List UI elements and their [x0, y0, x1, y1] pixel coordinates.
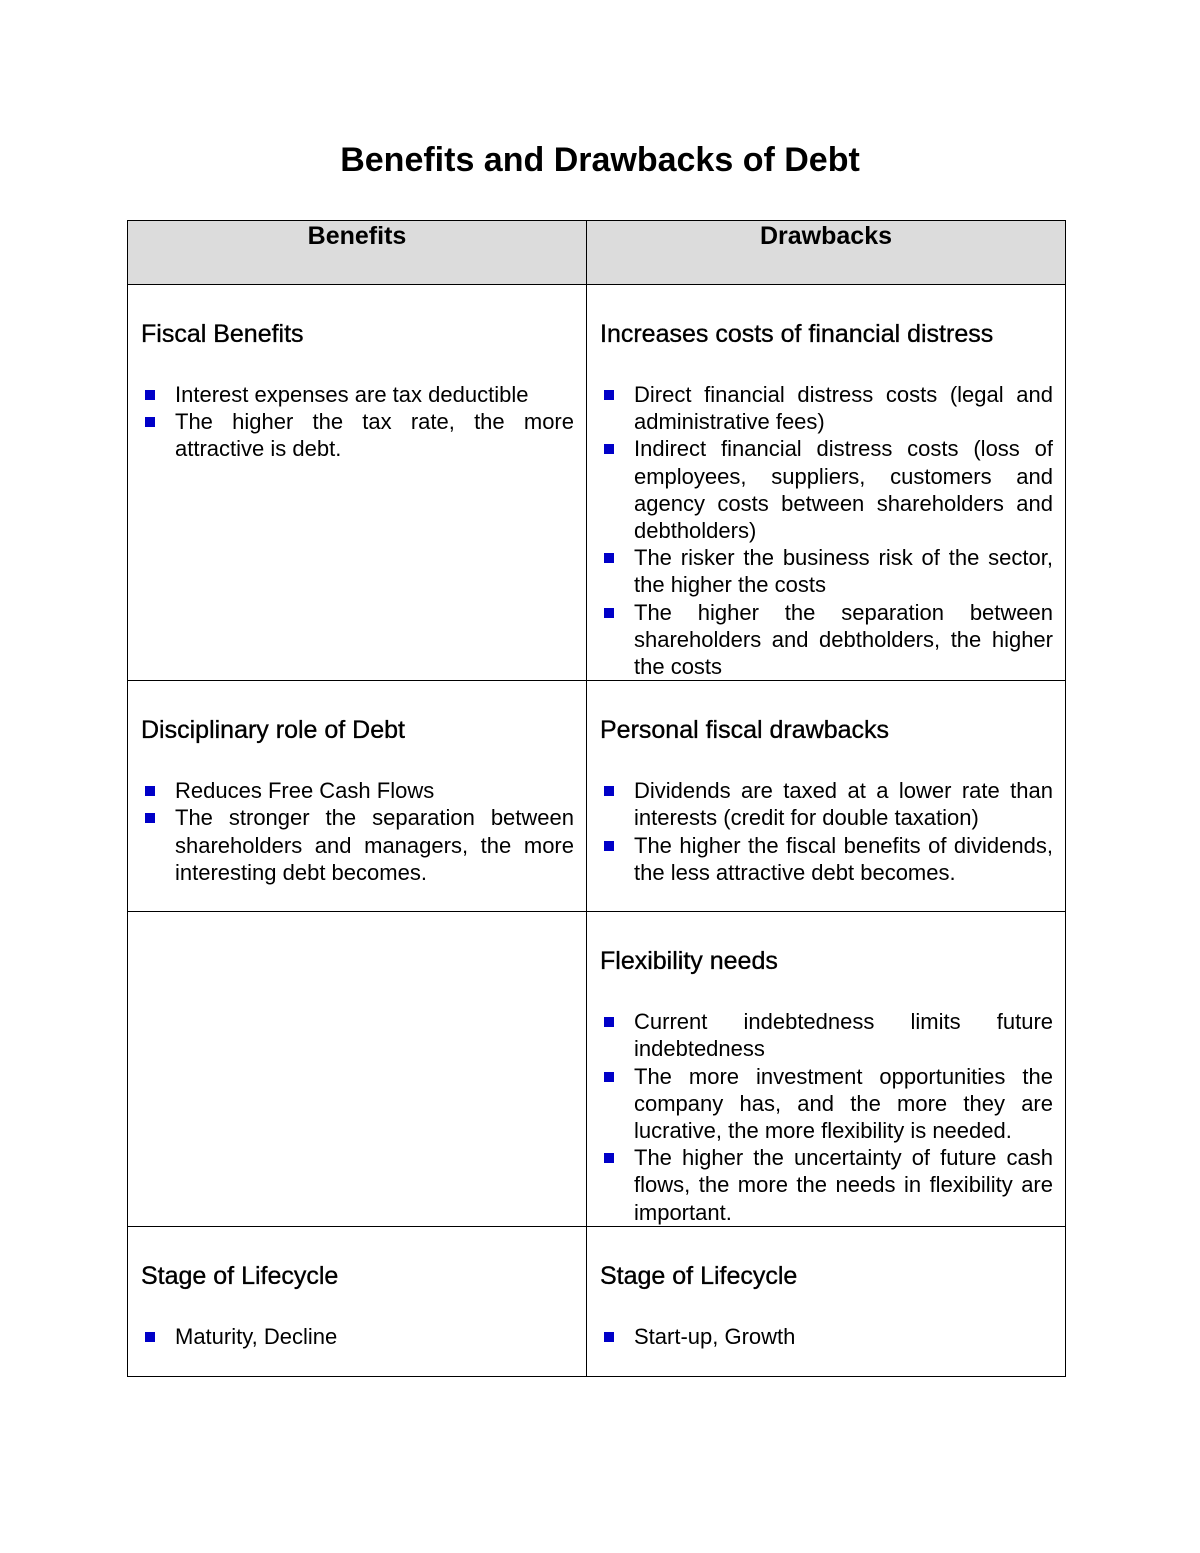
bullet-list — [600, 1008, 1053, 1226]
list-item-text: Start-up, Growth — [634, 1323, 796, 1349]
list-item-text: The higher the tax rate, the more attractive is debt. — [175, 409, 574, 462]
bullet-list — [600, 1323, 1053, 1350]
list-item-text: The more investment opportunities the company has, and the more they are lucrative, the more flexibility is needed. — [634, 1063, 1053, 1144]
square-bullet-icon — [145, 813, 155, 823]
square-bullet-icon — [604, 1017, 614, 1027]
square-bullet-icon — [145, 390, 155, 400]
benefit-heading: Stage of Lifecycle — [141, 1261, 339, 1290]
drawback-heading: Flexibility needs — [600, 947, 778, 976]
benefit-heading: Disciplinary role of Debt — [141, 716, 405, 745]
drawback-cell — [587, 1226, 1066, 1376]
list-item-text: Indirect financial distress costs (loss of employees, suppliers, customers and agency costs between shareholders and debtholders) — [634, 436, 1053, 544]
list-item — [600, 1008, 1053, 1062]
list-item — [141, 777, 574, 804]
bullet-list — [600, 777, 1053, 886]
list-item — [600, 1063, 1053, 1145]
square-bullet-icon — [604, 553, 614, 563]
list-item — [141, 1323, 574, 1350]
list-item — [600, 832, 1053, 886]
drawback-heading: Increases costs of financial distress — [600, 320, 994, 348]
benefit-cell-empty — [128, 912, 587, 1227]
list-item — [141, 381, 574, 408]
bullet-list — [600, 381, 1053, 680]
table-header-row — [128, 221, 1066, 285]
drawback-heading: Personal fiscal drawbacks — [600, 716, 890, 745]
list-item-text: Current indebtedness limits future indebtedness — [634, 1009, 1053, 1062]
benefit-cell — [128, 681, 587, 912]
square-bullet-icon — [145, 1332, 155, 1342]
column-header-drawbacks: Drawbacks — [587, 221, 1066, 285]
list-item — [600, 544, 1053, 598]
square-bullet-icon — [145, 417, 155, 427]
benefit-cell — [128, 1226, 587, 1376]
drawback-cell — [587, 285, 1066, 681]
list-item-text: Interest expenses are tax deductible — [175, 382, 529, 407]
list-item-text: Reduces Free Cash Flows — [175, 778, 435, 804]
drawback-cell — [587, 681, 1066, 912]
table-row — [128, 681, 1066, 912]
list-item-text: The stronger the separation between shareholders and managers, the more interesting debt becomes. — [175, 805, 574, 885]
list-item-text: Direct financial distress costs (legal and administrative fees) — [634, 382, 1053, 435]
list-item — [600, 777, 1053, 831]
square-bullet-icon — [604, 1153, 614, 1163]
list-item-text: The risker the business risk of the sector, the higher the costs — [634, 545, 1053, 598]
benefits-drawbacks-table — [127, 220, 1066, 1377]
table-row — [128, 285, 1066, 681]
table-row — [128, 912, 1066, 1227]
list-item-text: Maturity, Decline — [175, 1323, 338, 1349]
square-bullet-icon — [604, 841, 614, 851]
list-item — [600, 435, 1053, 544]
square-bullet-icon — [604, 1332, 614, 1342]
benefit-heading: Fiscal Benefits — [141, 320, 304, 348]
benefit-cell — [128, 285, 587, 681]
list-item-text: The higher the separation between shareholders and debtholders, the higher the costs — [634, 599, 1053, 680]
square-bullet-icon — [604, 390, 614, 400]
square-bullet-icon — [604, 444, 614, 454]
page-title: Benefits and Drawbacks of Debt — [340, 141, 860, 179]
drawback-heading: Stage of Lifecycle — [600, 1261, 798, 1290]
square-bullet-icon — [145, 786, 155, 796]
list-item — [600, 381, 1053, 435]
square-bullet-icon — [604, 1072, 614, 1082]
list-item — [600, 599, 1053, 681]
list-item-text: The higher the uncertainty of future cash flows, the more the needs in flexibility are important. — [634, 1145, 1053, 1225]
list-item — [600, 1323, 1053, 1350]
bullet-list — [141, 777, 574, 886]
list-item — [600, 1144, 1053, 1226]
list-item-text: Dividends are taxed at a lower rate than interests (credit for double taxation) — [634, 778, 1053, 831]
bullet-list — [141, 381, 574, 463]
square-bullet-icon — [604, 608, 614, 618]
drawback-cell — [587, 912, 1066, 1227]
list-item — [141, 408, 574, 462]
list-item — [141, 804, 574, 886]
square-bullet-icon — [604, 786, 614, 796]
bullet-list — [141, 1323, 574, 1350]
table-row — [128, 1226, 1066, 1376]
list-item-text: The higher the fiscal benefits of dividends, the less attractive debt becomes. — [634, 832, 1053, 885]
column-header-benefits: Benefits — [128, 221, 587, 285]
